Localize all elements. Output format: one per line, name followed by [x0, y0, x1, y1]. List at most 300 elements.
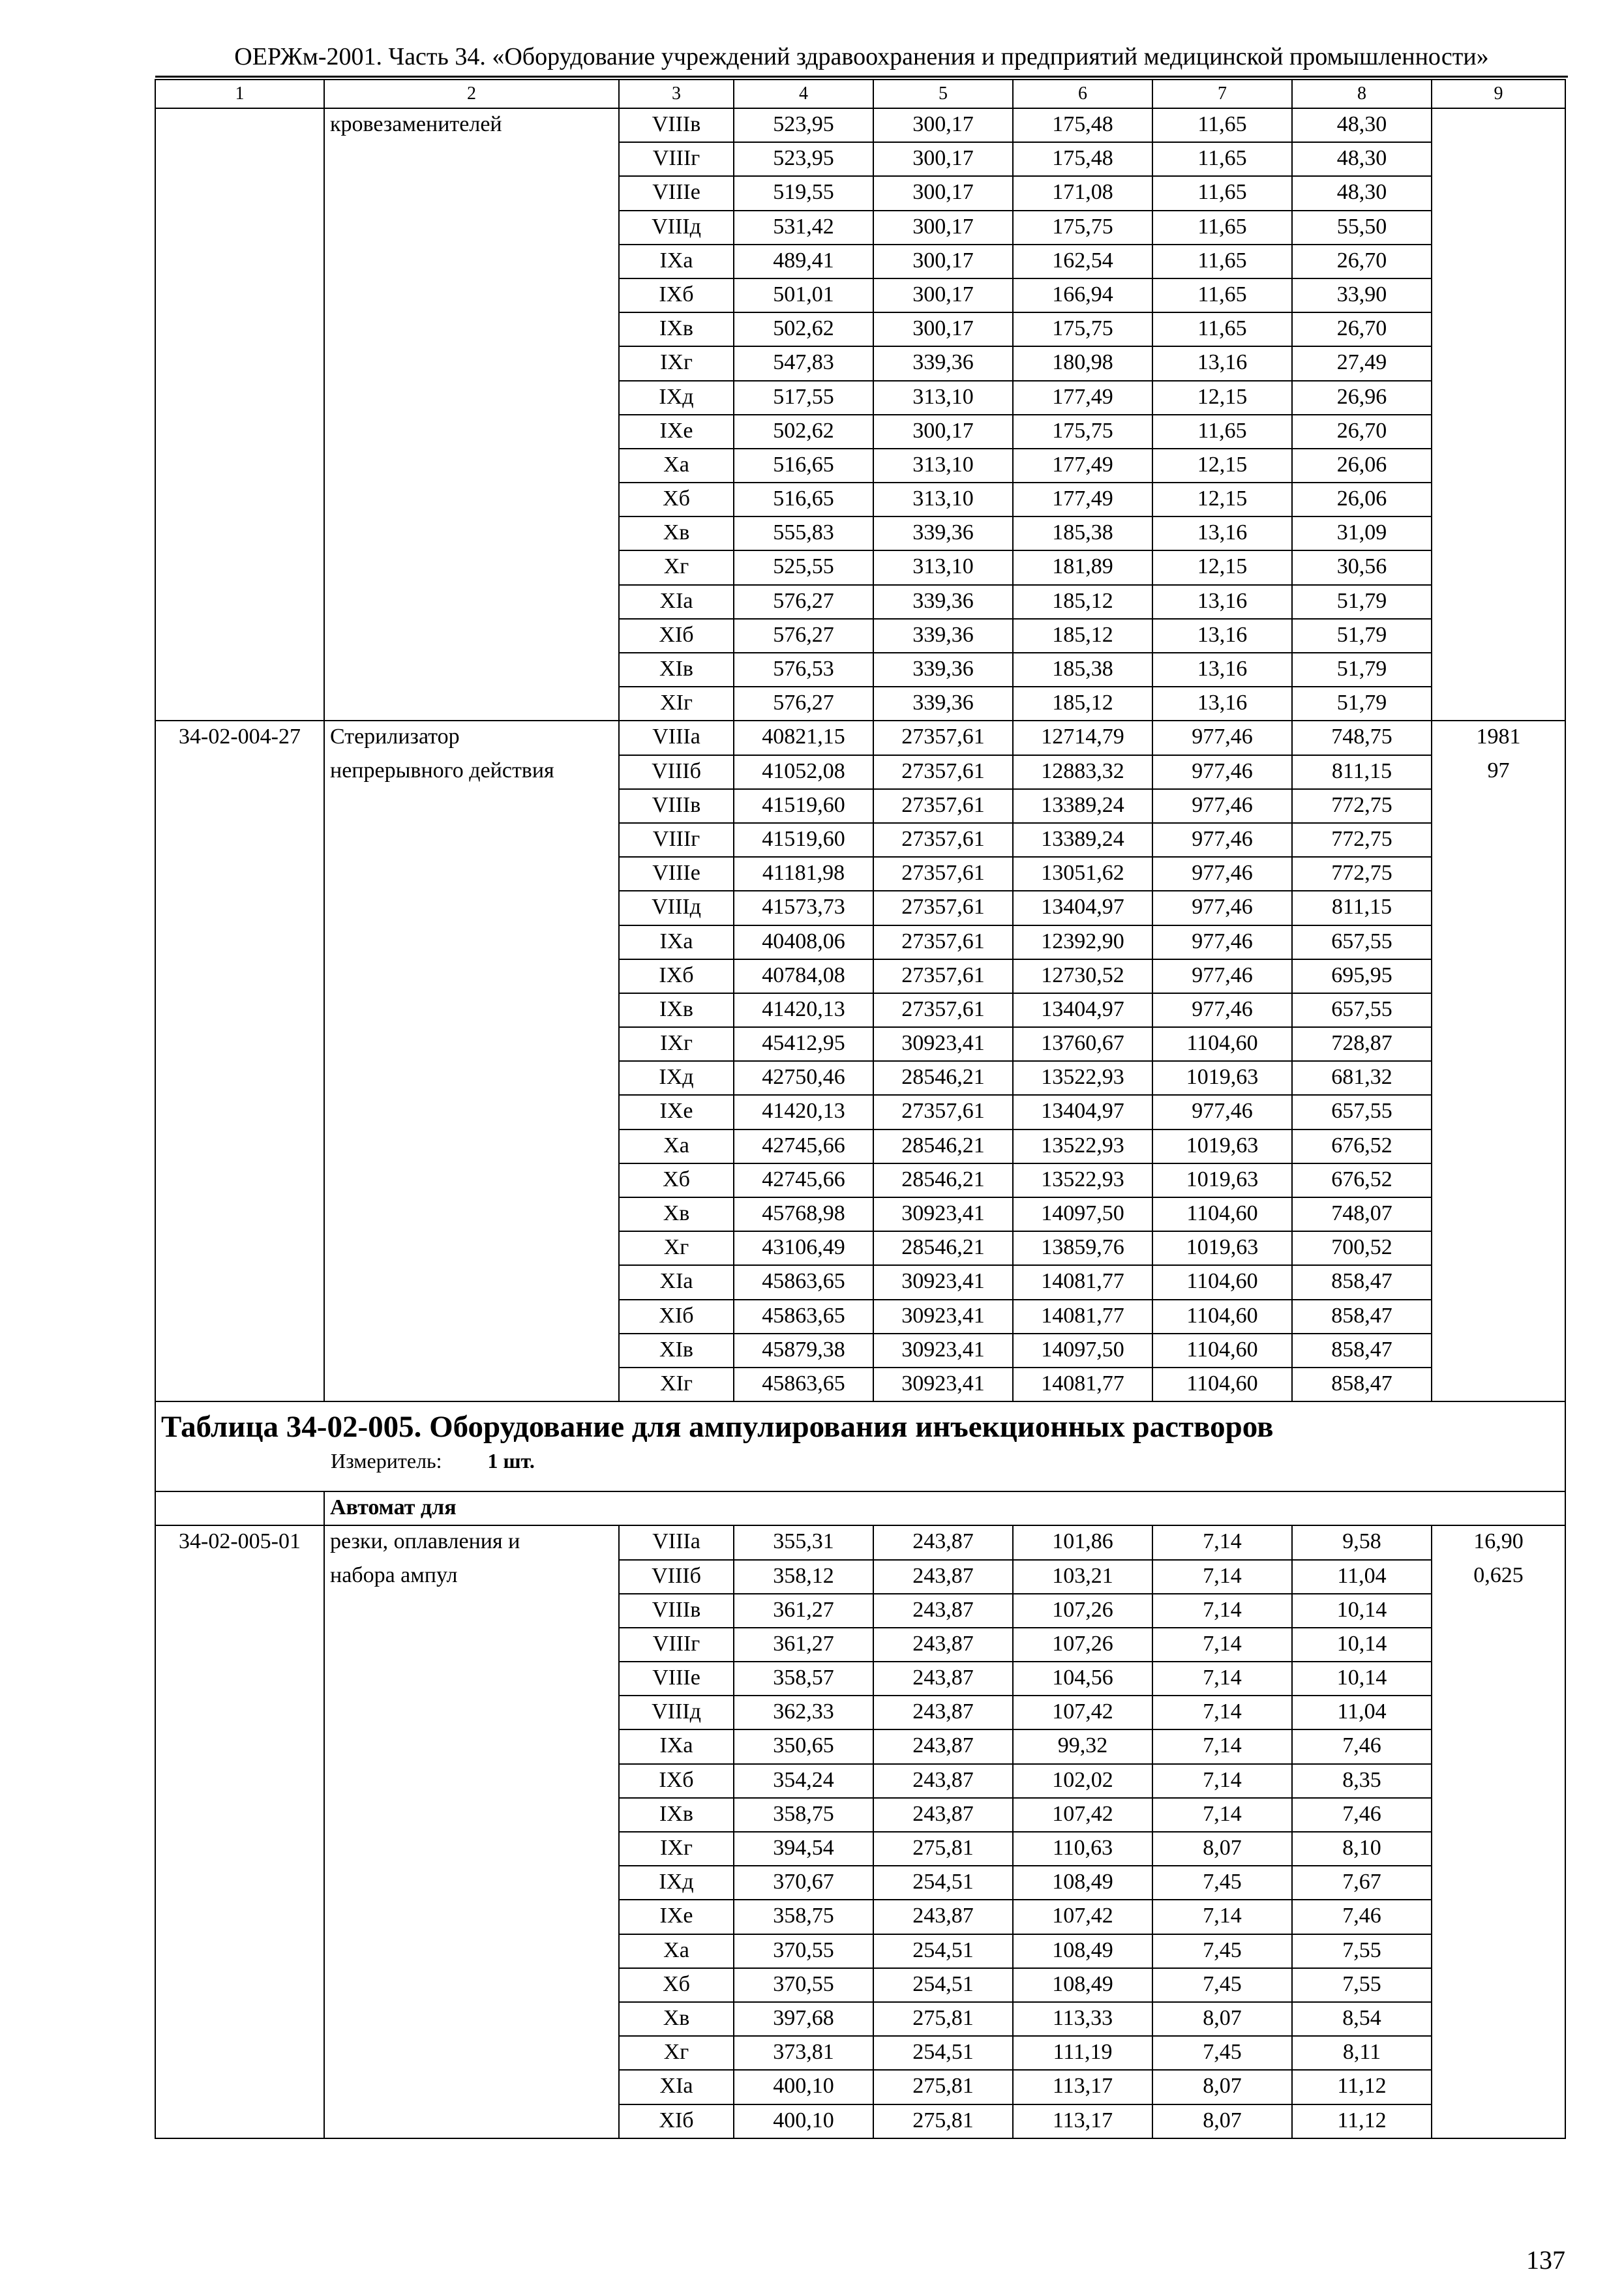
item-name-cell: [324, 1866, 619, 1900]
wages-cell: 313,10: [873, 550, 1013, 584]
column-number: 3: [619, 80, 734, 108]
machine-wages-cell: 1104,60: [1152, 1265, 1292, 1299]
column-number-row: [155, 80, 1565, 108]
wages-cell: 243,87: [873, 1525, 1013, 1559]
materials-cell: 26,06: [1292, 449, 1432, 483]
region-code-cell: VIIIв: [619, 789, 734, 823]
materials-cell: 7,55: [1292, 1968, 1432, 2002]
machine-cost-cell: 13760,67: [1013, 1027, 1152, 1061]
item-name-cell: [324, 1334, 619, 1368]
total-cost-cell: 40784,08: [734, 959, 873, 993]
machine-cost-cell: 14081,77: [1013, 1368, 1152, 1401]
column-number: 4: [734, 80, 873, 108]
machine-cost-cell: 185,12: [1013, 619, 1152, 653]
rate-code-cell: [155, 176, 324, 210]
machine-wages-cell: 12,15: [1152, 550, 1292, 584]
machine-cost-cell: 110,63: [1013, 1832, 1152, 1866]
table-row: [155, 483, 1565, 516]
region-code-cell: IXд: [619, 1866, 734, 1900]
region-code-cell: IXб: [619, 278, 734, 312]
region-code-cell: IXд: [619, 381, 734, 415]
materials-cell: 676,52: [1292, 1163, 1432, 1197]
machine-wages-cell: 1019,63: [1152, 1231, 1292, 1265]
wages-cell: 300,17: [873, 108, 1013, 142]
wages-cell: 30923,41: [873, 1197, 1013, 1231]
region-code-cell: IXе: [619, 1095, 734, 1129]
region-code-cell: Xа: [619, 449, 734, 483]
table-row: [155, 1334, 1565, 1368]
item-name-cell: [324, 415, 619, 449]
note-cell: [1432, 1027, 1565, 1061]
total-cost-cell: 516,65: [734, 483, 873, 516]
machine-wages-cell: 13,16: [1152, 516, 1292, 550]
materials-cell: 11,04: [1292, 1560, 1432, 1594]
column-number: 2: [324, 80, 619, 108]
machine-wages-cell: 7,45: [1152, 2036, 1292, 2070]
rate-code-cell: [155, 993, 324, 1027]
materials-cell: 26,06: [1292, 483, 1432, 516]
region-code-cell: Xб: [619, 483, 734, 516]
wages-cell: 300,17: [873, 176, 1013, 210]
rate-code-cell: [155, 1163, 324, 1197]
rate-code-cell: [155, 278, 324, 312]
note-cell: [1432, 346, 1565, 380]
materials-cell: 51,79: [1292, 653, 1432, 687]
total-cost-cell: 531,42: [734, 211, 873, 245]
machine-wages-cell: 977,46: [1152, 857, 1292, 891]
note-cell: [1432, 312, 1565, 346]
wages-cell: 243,87: [873, 1662, 1013, 1696]
table-row: [155, 755, 1565, 789]
item-name-cell: [324, 1934, 619, 1968]
item-name-cell: кровезаменителей: [324, 108, 619, 142]
region-code-cell: Xв: [619, 1197, 734, 1231]
machine-wages-cell: 977,46: [1152, 959, 1292, 993]
note-cell: [1432, 1729, 1565, 1763]
machine-wages-cell: 1104,60: [1152, 1300, 1292, 1334]
machine-cost-cell: 12730,52: [1013, 959, 1152, 993]
wages-cell: 275,81: [873, 2104, 1013, 2138]
machine-cost-cell: 13389,24: [1013, 789, 1152, 823]
region-code-cell: VIIIд: [619, 891, 734, 925]
note-cell: [1432, 1130, 1565, 1163]
table-row: [155, 1368, 1565, 1401]
rate-code-cell: [155, 1368, 324, 1401]
note-cell: [1432, 993, 1565, 1027]
note-cell: [1432, 108, 1565, 142]
table-row: [155, 857, 1565, 891]
region-code-cell: IXа: [619, 245, 734, 278]
region-code-cell: VIIIе: [619, 176, 734, 210]
machine-cost-cell: 14097,50: [1013, 1334, 1152, 1368]
wages-cell: 313,10: [873, 381, 1013, 415]
machine-wages-cell: 12,15: [1152, 449, 1292, 483]
total-cost-cell: 41519,60: [734, 789, 873, 823]
wages-cell: 339,36: [873, 653, 1013, 687]
materials-cell: 48,30: [1292, 108, 1432, 142]
note-cell: [1432, 381, 1565, 415]
note-cell: [1432, 516, 1565, 550]
machine-cost-cell: 107,42: [1013, 1696, 1152, 1729]
rate-code-cell: 34-02-004-27: [155, 721, 324, 755]
materials-cell: 772,75: [1292, 857, 1432, 891]
table-row: [155, 2104, 1565, 2138]
region-code-cell: Xв: [619, 516, 734, 550]
item-name-cell: [324, 1265, 619, 1299]
table-row: [155, 993, 1565, 1027]
note-cell: [1432, 1061, 1565, 1095]
machine-cost-cell: 104,56: [1013, 1662, 1152, 1696]
note-cell: [1432, 1628, 1565, 1662]
wages-cell: 339,36: [873, 585, 1013, 619]
note-cell: [1432, 1095, 1565, 1129]
wages-cell: 300,17: [873, 312, 1013, 346]
note-cell: [1432, 1594, 1565, 1628]
machine-wages-cell: 7,14: [1152, 1696, 1292, 1729]
rate-code-cell: [155, 1130, 324, 1163]
rate-code-cell: [155, 1900, 324, 1934]
materials-cell: 11,12: [1292, 2104, 1432, 2138]
item-name-cell: [324, 278, 619, 312]
machine-wages-cell: 977,46: [1152, 891, 1292, 925]
rate-code-cell: [155, 1832, 324, 1866]
note-cell: [1432, 1900, 1565, 1934]
machine-wages-cell: 11,65: [1152, 211, 1292, 245]
wages-cell: 300,17: [873, 415, 1013, 449]
document-header: ОЕРЖм-2001. Часть 34. «Оборудование учреждений здравоохранения и предприятий медицинской промышленности»: [155, 38, 1568, 78]
total-cost-cell: 42750,46: [734, 1061, 873, 1095]
note-cell: [1432, 653, 1565, 687]
materials-cell: 7,46: [1292, 1798, 1432, 1832]
materials-cell: 30,56: [1292, 550, 1432, 584]
total-cost-cell: 501,01: [734, 278, 873, 312]
note-cell: [1432, 891, 1565, 925]
note-cell: [1432, 415, 1565, 449]
materials-cell: 676,52: [1292, 1130, 1432, 1163]
rate-code-cell: [155, 619, 324, 653]
rate-code-cell: [155, 415, 324, 449]
wages-cell: 300,17: [873, 245, 1013, 278]
table-row: [155, 1095, 1565, 1129]
note-cell: [1432, 278, 1565, 312]
machine-wages-cell: 7,14: [1152, 1628, 1292, 1662]
machine-cost-cell: 111,19: [1013, 2036, 1152, 2070]
wages-cell: 27357,61: [873, 789, 1013, 823]
materials-cell: 26,70: [1292, 415, 1432, 449]
region-code-cell: XIв: [619, 653, 734, 687]
note-cell: [1432, 823, 1565, 857]
rate-code-cell: [155, 1798, 324, 1832]
item-name-cell: [324, 245, 619, 278]
total-cost-cell: 358,75: [734, 1798, 873, 1832]
machine-wages-cell: 7,45: [1152, 1934, 1292, 1968]
item-name-cell: [324, 959, 619, 993]
wages-cell: 339,36: [873, 619, 1013, 653]
wages-cell: 243,87: [873, 1560, 1013, 1594]
rate-code-cell: [155, 1265, 324, 1299]
region-code-cell: IXг: [619, 1832, 734, 1866]
machine-cost-cell: 13051,62: [1013, 857, 1152, 891]
table-row: [155, 823, 1565, 857]
region-code-cell: IXа: [619, 925, 734, 959]
machine-wages-cell: 1104,60: [1152, 1368, 1292, 1401]
total-cost-cell: 40821,15: [734, 721, 873, 755]
rate-code-cell: [155, 1934, 324, 1968]
region-code-cell: IXб: [619, 959, 734, 993]
machine-cost-cell: 102,02: [1013, 1764, 1152, 1798]
item-name-cell: [324, 1729, 619, 1763]
item-name-cell: [324, 1061, 619, 1095]
rate-code-cell: [155, 1866, 324, 1900]
machine-wages-cell: 1104,60: [1152, 1197, 1292, 1231]
machine-cost-cell: 13404,97: [1013, 891, 1152, 925]
total-cost-cell: 525,55: [734, 550, 873, 584]
note-cell: [1432, 176, 1565, 210]
machine-cost-cell: 13389,24: [1013, 823, 1152, 857]
table-row: [155, 619, 1565, 653]
note-cell: 97: [1432, 755, 1565, 789]
wages-cell: 254,51: [873, 2036, 1013, 2070]
note-cell: [1432, 1866, 1565, 1900]
machine-wages-cell: 1019,63: [1152, 1130, 1292, 1163]
total-cost-cell: 516,65: [734, 449, 873, 483]
materials-cell: 8,35: [1292, 1764, 1432, 1798]
item-name-cell: [324, 176, 619, 210]
wages-cell: 27357,61: [873, 959, 1013, 993]
table-row: [155, 585, 1565, 619]
rate-code-cell: [155, 1968, 324, 2002]
item-name-cell: [324, 1968, 619, 2002]
machine-cost-cell: 113,33: [1013, 2002, 1152, 2036]
item-name-cell: [324, 823, 619, 857]
machine-cost-cell: 175,48: [1013, 142, 1152, 176]
rate-code-cell: [155, 1027, 324, 1061]
machine-wages-cell: 977,46: [1152, 755, 1292, 789]
table-row: [155, 1628, 1565, 1662]
materials-cell: 48,30: [1292, 142, 1432, 176]
total-cost-cell: 394,54: [734, 1832, 873, 1866]
rate-code-cell: [155, 823, 324, 857]
materials-cell: 772,75: [1292, 823, 1432, 857]
machine-wages-cell: 7,14: [1152, 1764, 1292, 1798]
table-row: [155, 1061, 1565, 1095]
rate-code-cell: [155, 1231, 324, 1265]
wages-cell: 28546,21: [873, 1231, 1013, 1265]
machine-cost-cell: 13522,93: [1013, 1130, 1152, 1163]
rate-code-cell: [155, 1334, 324, 1368]
region-code-cell: IXа: [619, 1729, 734, 1763]
table-row: [155, 176, 1565, 210]
rate-code-cell: [155, 108, 324, 142]
note-cell: [1432, 1368, 1565, 1401]
rate-code-cell: [155, 211, 324, 245]
total-cost-cell: 358,57: [734, 1662, 873, 1696]
item-name-cell: [324, 1300, 619, 1334]
wages-cell: 30923,41: [873, 1265, 1013, 1299]
note-cell: [1432, 1197, 1565, 1231]
table-row: [155, 1696, 1565, 1729]
note-cell: [1432, 1662, 1565, 1696]
rate-code-cell: [155, 687, 324, 721]
wages-cell: 30923,41: [873, 1368, 1013, 1401]
machine-cost-cell: 13522,93: [1013, 1061, 1152, 1095]
machine-cost-cell: 177,49: [1013, 449, 1152, 483]
table-row: [155, 142, 1565, 176]
note-cell: [1432, 1696, 1565, 1729]
materials-cell: 51,79: [1292, 687, 1432, 721]
table-row: [155, 278, 1565, 312]
materials-cell: 695,95: [1292, 959, 1432, 993]
region-code-cell: VIIIг: [619, 1628, 734, 1662]
wages-cell: 243,87: [873, 1594, 1013, 1628]
region-code-cell: VIIIг: [619, 823, 734, 857]
total-cost-cell: 523,95: [734, 108, 873, 142]
table-row: [155, 381, 1565, 415]
table-row: [155, 1197, 1565, 1231]
item-name-cell: [324, 585, 619, 619]
table-row: [155, 1231, 1565, 1265]
item-name-cell: [324, 1832, 619, 1866]
materials-cell: 10,14: [1292, 1662, 1432, 1696]
wages-cell: 275,81: [873, 2002, 1013, 2036]
item-name-cell: [324, 1900, 619, 1934]
item-name-cell: [324, 1095, 619, 1129]
wages-cell: 28546,21: [873, 1130, 1013, 1163]
total-cost-cell: 397,68: [734, 2002, 873, 2036]
machine-wages-cell: 11,65: [1152, 415, 1292, 449]
wages-cell: 27357,61: [873, 925, 1013, 959]
total-cost-cell: 45879,38: [734, 1334, 873, 1368]
total-cost-cell: 358,75: [734, 1900, 873, 1934]
rate-code-cell: [155, 1560, 324, 1594]
total-cost-cell: 370,55: [734, 1968, 873, 2002]
table-row: [155, 925, 1565, 959]
note-cell: [1432, 959, 1565, 993]
note-cell: [1432, 857, 1565, 891]
machine-cost-cell: 108,49: [1013, 1968, 1152, 2002]
item-name-cell: [324, 1197, 619, 1231]
machine-cost-cell: 14081,77: [1013, 1265, 1152, 1299]
total-cost-cell: 41420,13: [734, 1095, 873, 1129]
table-row: [155, 1934, 1565, 1968]
wages-cell: 254,51: [873, 1866, 1013, 1900]
machine-cost-cell: 13522,93: [1013, 1163, 1152, 1197]
item-name-cell: [324, 550, 619, 584]
wages-cell: 275,81: [873, 1832, 1013, 1866]
machine-cost-cell: 175,48: [1013, 108, 1152, 142]
table-row: [155, 789, 1565, 823]
machine-wages-cell: 8,07: [1152, 2104, 1292, 2138]
note-cell: [1432, 2104, 1565, 2138]
total-cost-cell: 523,95: [734, 142, 873, 176]
materials-cell: 7,46: [1292, 1729, 1432, 1763]
region-code-cell: VIIIв: [619, 108, 734, 142]
total-cost-cell: 361,27: [734, 1594, 873, 1628]
rate-code-cell: [155, 449, 324, 483]
region-code-cell: IXб: [619, 1764, 734, 1798]
item-name-cell: [324, 789, 619, 823]
machine-wages-cell: 11,65: [1152, 278, 1292, 312]
total-cost-cell: 547,83: [734, 346, 873, 380]
machine-wages-cell: 13,16: [1152, 346, 1292, 380]
materials-cell: 33,90: [1292, 278, 1432, 312]
table-row: [155, 891, 1565, 925]
table-row: [155, 1900, 1565, 1934]
table-row: [155, 449, 1565, 483]
table-row: [155, 245, 1565, 278]
total-cost-cell: 362,33: [734, 1696, 873, 1729]
item-name-cell: [324, 516, 619, 550]
item-name-cell: [324, 653, 619, 687]
machine-cost-cell: 107,26: [1013, 1594, 1152, 1628]
item-name-cell: [324, 891, 619, 925]
machine-wages-cell: 1019,63: [1152, 1061, 1292, 1095]
machine-cost-cell: 177,49: [1013, 381, 1152, 415]
region-code-cell: IXе: [619, 415, 734, 449]
wages-cell: 243,87: [873, 1764, 1013, 1798]
machine-cost-cell: 12883,32: [1013, 755, 1152, 789]
wages-cell: 339,36: [873, 516, 1013, 550]
item-name-cell: [324, 1163, 619, 1197]
region-code-cell: Xб: [619, 1968, 734, 2002]
materials-cell: 11,12: [1292, 2070, 1432, 2104]
note-cell: [1432, 2036, 1565, 2070]
note-cell: [1432, 211, 1565, 245]
region-code-cell: XIг: [619, 1368, 734, 1401]
materials-cell: 657,55: [1292, 1095, 1432, 1129]
machine-wages-cell: 11,65: [1152, 245, 1292, 278]
machine-cost-cell: 185,12: [1013, 585, 1152, 619]
materials-cell: 9,58: [1292, 1525, 1432, 1559]
materials-cell: 8,11: [1292, 2036, 1432, 2070]
column-number: 7: [1152, 80, 1292, 108]
region-code-cell: Xа: [619, 1934, 734, 1968]
machine-cost-cell: 103,21: [1013, 1560, 1152, 1594]
region-code-cell: IXд: [619, 1061, 734, 1095]
rate-code-cell: [155, 653, 324, 687]
materials-cell: 700,52: [1292, 1231, 1432, 1265]
total-cost-cell: 370,55: [734, 1934, 873, 1968]
wages-cell: 27357,61: [873, 721, 1013, 755]
rates-table: [155, 79, 1566, 2139]
rate-code-cell: [155, 2036, 324, 2070]
note-cell: [1432, 1832, 1565, 1866]
item-name-cell: [324, 346, 619, 380]
machine-wages-cell: 12,15: [1152, 483, 1292, 516]
rate-code-cell: [155, 516, 324, 550]
wages-cell: 30923,41: [873, 1334, 1013, 1368]
machine-wages-cell: 7,14: [1152, 1525, 1292, 1559]
materials-cell: 26,70: [1292, 245, 1432, 278]
total-cost-cell: 576,27: [734, 585, 873, 619]
machine-cost-cell: 108,49: [1013, 1866, 1152, 1900]
table-row: [155, 1525, 1565, 1559]
machine-cost-cell: 177,49: [1013, 483, 1152, 516]
note-cell: 0,625: [1432, 1560, 1565, 1594]
machine-wages-cell: 7,14: [1152, 1560, 1292, 1594]
note-cell: [1432, 2002, 1565, 2036]
machine-wages-cell: 13,16: [1152, 619, 1292, 653]
table-row: [155, 653, 1565, 687]
region-code-cell: IXв: [619, 993, 734, 1027]
item-name-cell: [324, 2036, 619, 2070]
machine-wages-cell: 7,14: [1152, 1594, 1292, 1628]
materials-cell: 858,47: [1292, 1300, 1432, 1334]
machine-wages-cell: 11,65: [1152, 176, 1292, 210]
total-cost-cell: 41573,73: [734, 891, 873, 925]
total-cost-cell: 519,55: [734, 176, 873, 210]
item-name-cell: [324, 993, 619, 1027]
